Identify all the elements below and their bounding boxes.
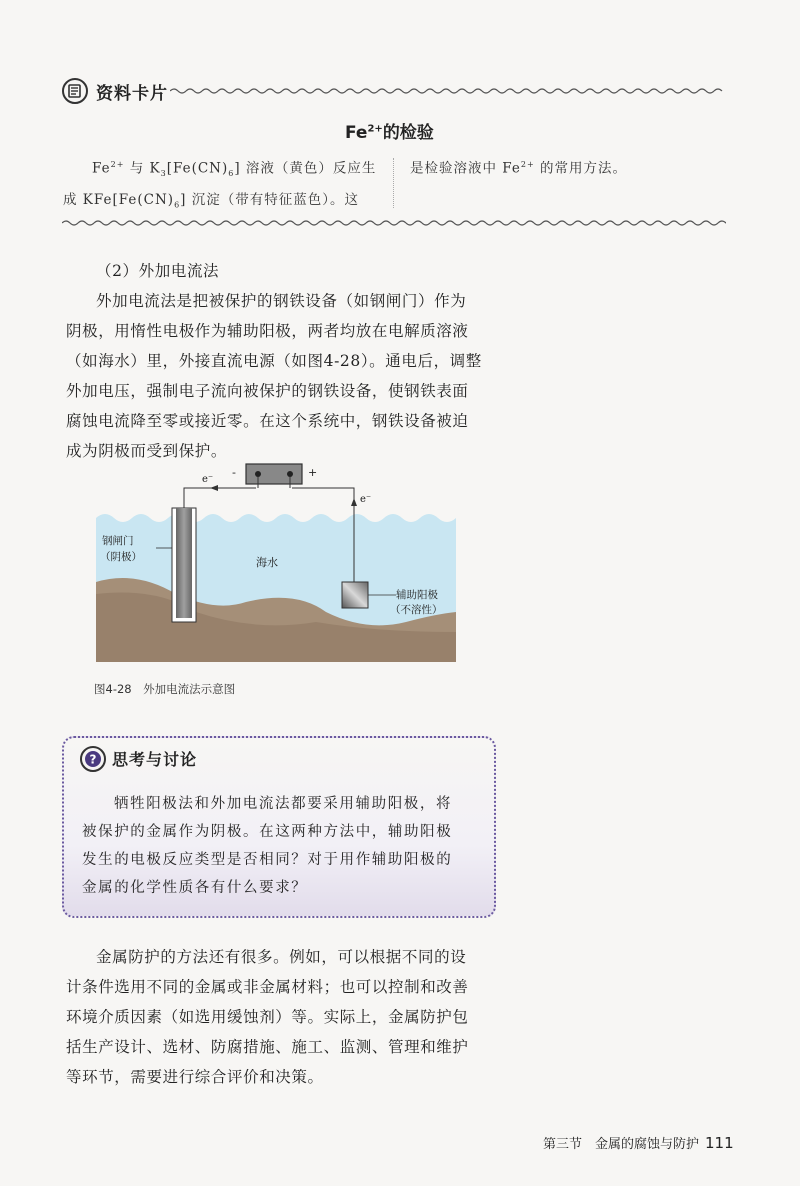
electron-label-left: e⁻ — [202, 474, 214, 485]
negative-terminal — [255, 471, 261, 477]
figure-caption: 图4-28 外加电流法示意图 — [94, 682, 236, 696]
paragraph-line: 阴极，用惰性电极作为辅助阳极，两者均放在电解质溶液 — [66, 322, 469, 340]
wave-divider-bottom — [62, 218, 726, 228]
section-paragraph — [66, 286, 506, 466]
card-right-column — [410, 151, 730, 183]
auxiliary-anode — [342, 582, 368, 608]
closing-paragraph — [66, 942, 506, 1092]
anode-label: 辅助阳极 — [396, 589, 438, 601]
anode-type-label: （不溶性） — [390, 604, 443, 616]
positive-terminal — [287, 471, 293, 477]
wave-divider-top — [170, 86, 726, 96]
paragraph-line: 等环节，需要进行综合评价和决策。 — [66, 1068, 324, 1086]
document-icon — [62, 78, 88, 104]
page-number: 111 — [705, 1134, 734, 1152]
page-footer — [543, 1133, 734, 1152]
dc-power-source — [246, 464, 302, 484]
footer-section-title: 第三节 金属的腐蚀与防护 — [543, 1137, 700, 1152]
arrow-up-icon — [351, 498, 357, 506]
info-card-label: 资料卡片 — [96, 84, 168, 104]
think-discuss-label: 思考与讨论 — [112, 750, 198, 769]
think-discuss-text — [82, 790, 480, 902]
paragraph-line: 外加电压，强制电子流向被保护的钢铁设备，使钢铁表面 — [66, 382, 469, 400]
paragraph-line: 环境介质因素（如选用缓蚀剂）等。实际上，金属防护包 — [66, 1008, 469, 1026]
think-line: 被保护的金属作为阴极。在这两种方法中，辅助阳极 — [82, 824, 453, 840]
paragraph-line: 括生产设计、选材、防腐措施、施工、监测、管理和维护 — [66, 1038, 469, 1056]
gate-label: 钢闸门 — [102, 535, 134, 547]
plus-sign: + — [308, 466, 318, 479]
paragraph-line: 腐蚀电流降至零或接近零。在这个系统中，钢铁设备被迫 — [66, 412, 469, 430]
think-line: 牺牲阳极法和外加电流法都要采用辅助阳极，将 — [114, 796, 453, 812]
paragraph-line: 外加电流法是把被保护的钢铁设备（如钢闸门）作为 — [96, 292, 467, 310]
card-column-divider — [393, 158, 394, 208]
svg-text:?: ? — [89, 752, 97, 767]
card-left-line-2: 成 $KFe[Fe(CN)_6]$ 沉淀（带有特征蓝色）。这 — [63, 192, 359, 210]
section-heading: （2）外加电流法 — [96, 262, 220, 280]
impressed-current-diagram — [96, 462, 456, 662]
minus-sign: - — [232, 466, 236, 479]
question-icon — [80, 746, 106, 772]
think-discuss-box — [62, 736, 496, 918]
card-title: $Fe^{2+}$的检验 — [345, 123, 434, 143]
card-left-column — [63, 151, 392, 219]
info-card-header — [62, 76, 726, 108]
paragraph-line: 成为阴极而受到保护。 — [66, 442, 228, 460]
steel-gate — [176, 508, 192, 618]
think-line: 金属的化学性质各有什么要求？ — [82, 880, 308, 896]
electron-label-right: e⁻ — [360, 494, 372, 505]
paragraph-line: （如海水）里，外接直流电源（如图4-28）。通电后，调整 — [66, 352, 482, 370]
think-line: 发生的电极反应类型是否相同？对于用作辅助阳极的 — [82, 852, 453, 868]
card-right-line-1: 是检验溶液中 $Fe^{2+}$ 的常用方法。 — [410, 160, 628, 177]
paragraph-line: 计条件选用不同的金属或非金属材料；也可以控制和改善 — [66, 978, 469, 996]
gate-role-label: （阴极） — [100, 551, 142, 563]
sea-label: 海水 — [256, 556, 278, 569]
arrow-left-icon — [210, 485, 218, 491]
paragraph-line: 金属防护的方法还有很多。例如，可以根据不同的设 — [96, 948, 467, 966]
card-left-line-1: $Fe^{2+}$ 与 $K_3[Fe(CN)_6]$ 溶液（黄色）反应生 — [92, 160, 377, 179]
wire-left — [184, 488, 256, 508]
